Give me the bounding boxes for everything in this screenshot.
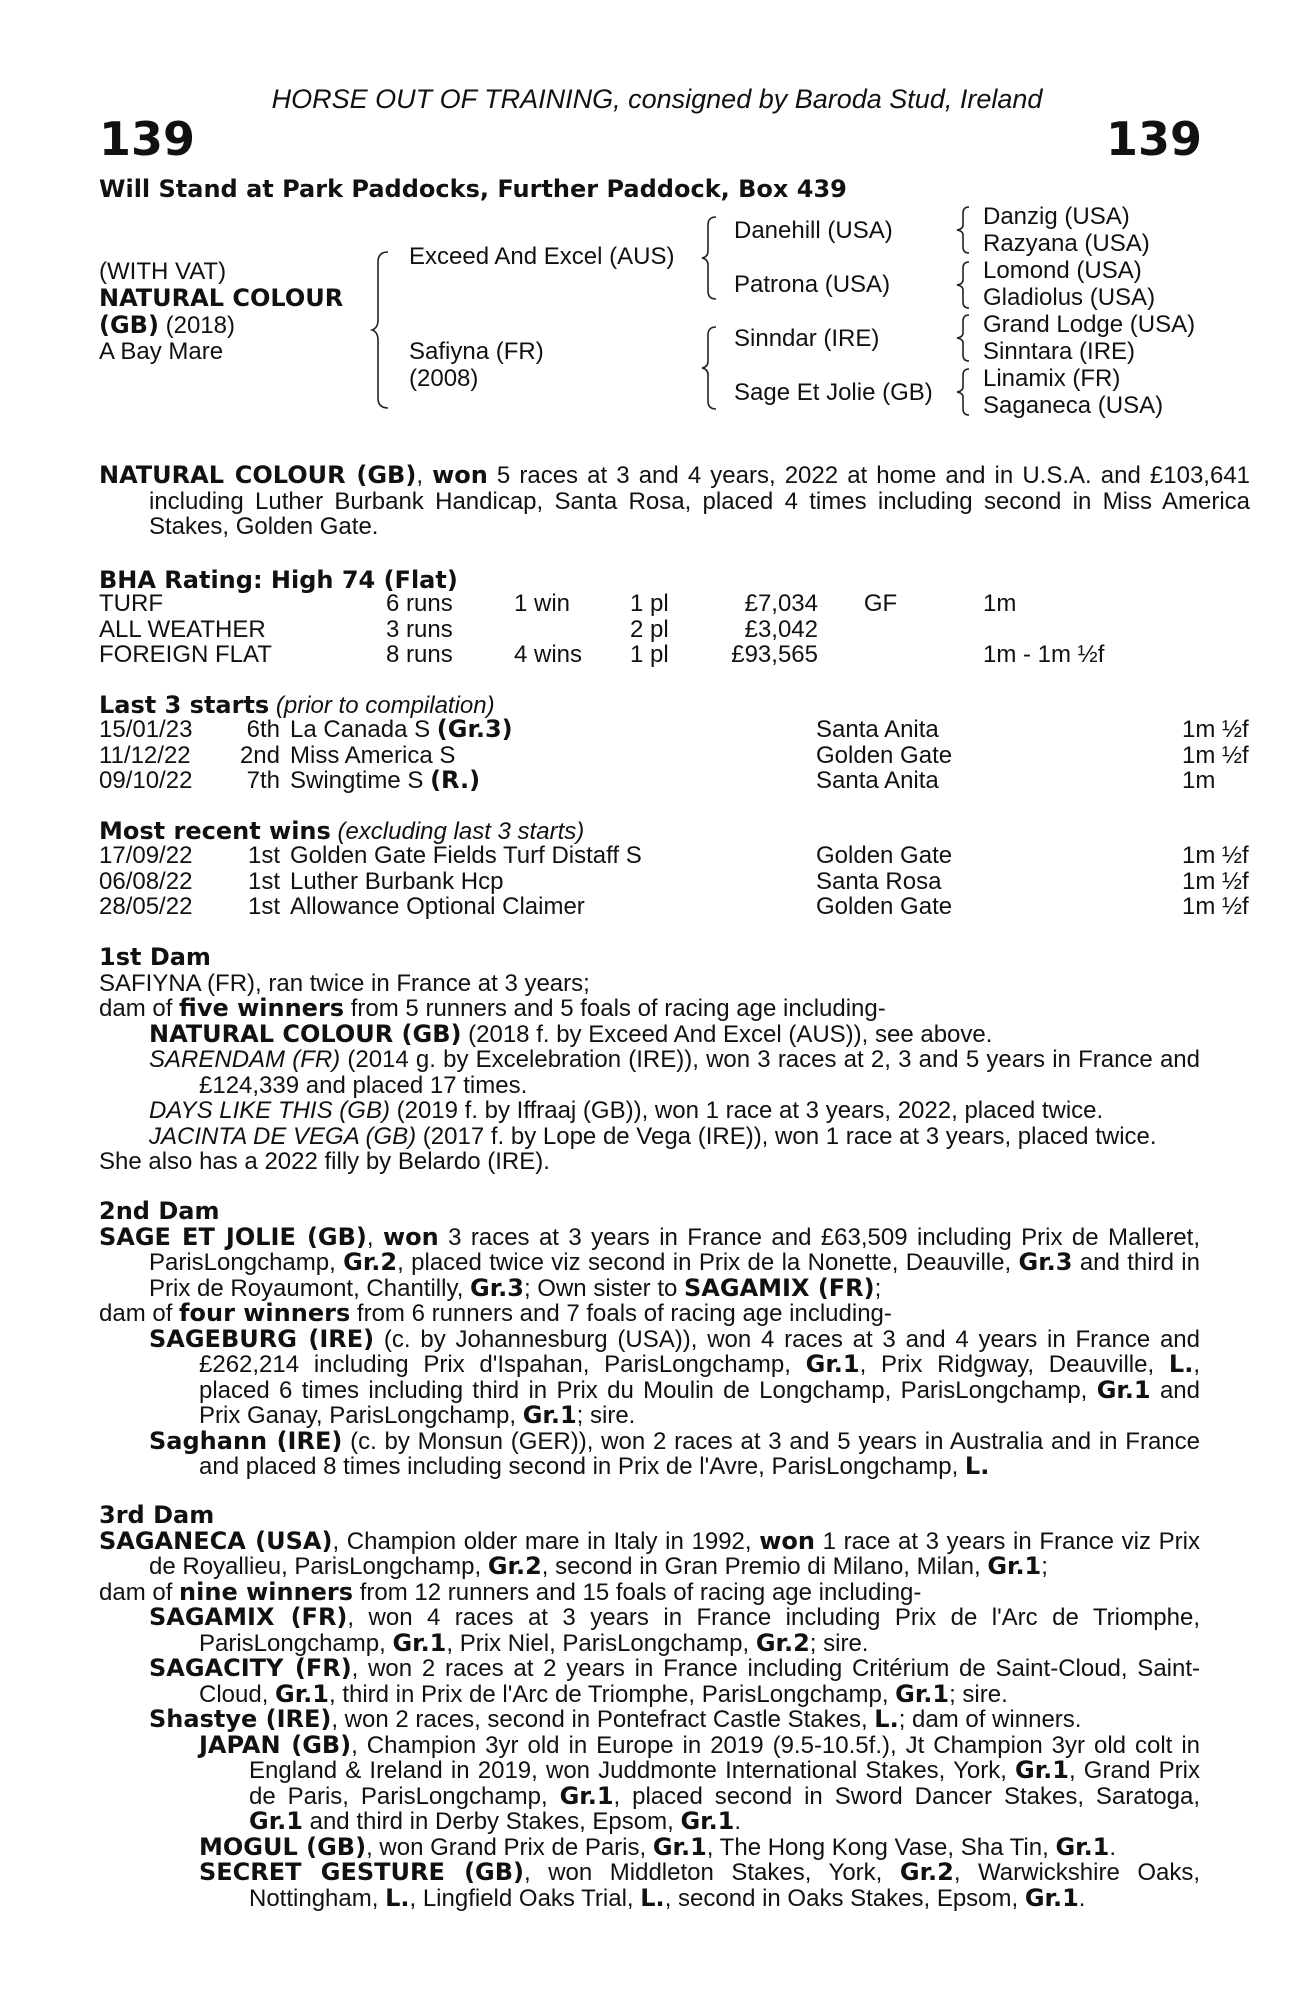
race-distance: 1m <box>1182 767 1216 794</box>
rating-cell-wins: 4 wins <box>514 641 583 668</box>
bha-rating-title: BHA Rating: High 74 (Flat) <box>99 566 458 594</box>
first-dam-damof: dam of five winners from 5 runners and 5 foals of racing age including- <box>99 994 886 1022</box>
race-date: 17/09/22 <box>99 842 193 869</box>
rating-cell-going: GF <box>863 590 898 617</box>
first-dam-title: 1st Dam <box>99 943 211 971</box>
second-dam-section <box>99 1199 1200 1480</box>
first-dam-offspring-1: NATURAL COLOUR (GB) (2018 f. by Exceed And Excel (AUS)), see above. <box>149 1019 993 1048</box>
second-dam-record: SAGE ET JOLIE (GB), won 3 races at 3 years in France and £63,509 including Prix de Malleret, ParisLongchamp, Gr.2, placed twice viz second in Prix de la Nonette, Deauville, Gr.3 and third in Prix de Royaumont, Chantilly, Gr.3; Own sister to SAGAMIX (FR); <box>99 1222 1200 1302</box>
race-name: Golden Gate Fields Turf Distaff S <box>290 842 642 869</box>
pedigree-sire-dam: Patrona (USA) <box>734 271 891 298</box>
rating-row <box>99 642 1104 668</box>
last3-row <box>99 717 1249 743</box>
last-starts-table <box>99 717 1249 794</box>
rating-cell-dist <box>943 617 1104 643</box>
pedigree-dam-year: (2008) <box>409 365 479 392</box>
rating-cell-going <box>818 642 943 668</box>
rating-cell-type: ALL WEATHER <box>99 615 266 643</box>
rating-cell-dist: 1m <box>983 590 1017 617</box>
race-position: 1st <box>247 867 280 895</box>
third-dam-grandoffspring-1: JAPAN (GB), Champion 3yr old in Europe in 2019 (9.5-10.5f.), Jt Champion 3yr old colt in England & Ireland in 2019, won Juddmonte International Stakes, York, Gr.1, Grand Prix de Paris, ParisLongchamp, Gr.1, placed second in Sword Dancer Stakes, Saratoga, Gr.1 and third in Derby Stakes, Epsom, Gr.1. <box>199 1730 1200 1835</box>
last-starts-title: Last 3 starts <box>99 691 270 719</box>
race-distance: 1m ½f <box>1182 867 1249 895</box>
pedigree-brace-dd <box>955 367 973 417</box>
third-dam-offspring-1: SAGAMIX (FR), won 4 races at 3 years in France including Prix de l'Arc de Triomphe, ParisLongchamp, Gr.1, Prix Niel, ParisLongchamp, Gr.2; sire. <box>149 1603 1200 1657</box>
race-distance: 1m ½f <box>1182 716 1249 743</box>
pedigree-sds: Lomond (USA) <box>983 257 1142 284</box>
race-course: Santa Anita <box>816 767 939 794</box>
rating-cell-going <box>818 617 943 643</box>
third-dam-title: 3rd Dam <box>99 1501 215 1529</box>
horse-description: A Bay Mare <box>99 338 224 365</box>
race-summary: NATURAL COLOUR (GB), won 5 races at 3 and 4 years, 2022 at home and in U.S.A. and £103,641 including Luther Burbank Handicap, Santa Rosa, placed 4 times including second in Miss America Stakes, Golden Gate. <box>99 461 1251 540</box>
race-name-cell <box>290 743 816 769</box>
first-dam-line: SAFIYNA (FR), ran twice in France at 3 years; <box>99 969 590 997</box>
recent-row <box>99 869 1249 895</box>
pedigree-brace-dam <box>700 325 720 411</box>
third-dam-damof: dam of nine winners from 12 runners and 15 foals of racing age including- <box>99 1577 922 1606</box>
page-header-title: HORSE OUT OF TRAINING, consigned by Baroda Stud, Ireland <box>271 84 1043 114</box>
summary-won: won <box>432 461 488 489</box>
recent-wins-title: Most recent wins <box>99 817 331 845</box>
recent-wins-note: (excluding last 3 starts) <box>330 818 585 845</box>
pedigree-ssd: Razyana (USA) <box>983 230 1150 257</box>
pedigree-dss: Grand Lodge (USA) <box>983 311 1196 338</box>
race-name: La Canada S <box>290 716 437 743</box>
pedigree-ddd: Saganeca (USA) <box>983 392 1164 419</box>
race-name: Luther Burbank Hcp <box>290 867 504 895</box>
race-name-cell <box>290 717 816 743</box>
race-position: 1st <box>247 893 280 920</box>
second-dam-damof: dam of four winners from 6 runners and 7 foals of racing age including- <box>99 1299 892 1327</box>
lot-number-left: 139 <box>99 112 196 166</box>
rating-cell-dist: 1m - 1m ½f <box>983 641 1105 668</box>
pedigree-dsd: Sinntara (IRE) <box>983 338 1136 365</box>
horse-year: (2018) <box>165 312 235 339</box>
race-date: 28/05/22 <box>99 893 193 920</box>
second-dam-offspring-2: Saghann (IRE) (c. by Monsun (GER)), won 2 races at 3 and 5 years in Australia and in France and placed 8 times including second in Prix de l'Avre, ParisLongchamp, L. <box>149 1426 1200 1480</box>
race-name: Miss America S <box>290 741 456 769</box>
rating-cell-runs: 6 runs <box>386 590 453 617</box>
race-grade: (Gr.3) <box>436 715 513 743</box>
summary-horse-name: NATURAL COLOUR (GB) <box>99 461 417 489</box>
horse-name-suffix <box>99 312 235 339</box>
third-dam-section <box>99 1503 1200 1911</box>
race-course: Golden Gate <box>816 741 953 769</box>
horse-name: NATURAL COLOUR <box>99 284 344 312</box>
rating-cell-runs: 3 runs <box>386 615 453 643</box>
second-dam-offspring-1: SAGEBURG (IRE) (c. by Johannesburg (USA)), won 4 races at 3 and 4 years in France and £262,214 including Prix d'Ispahan, ParisLongchamp, Gr.1, Prix Ridgway, Deauville, L., placed 6 times including third in Prix du Moulin de Longchamp, ParisLongchamp, Gr.1 and Prix Ganay, ParisLongchamp, Gr.1; sire. <box>149 1324 1201 1429</box>
race-name-cell <box>290 843 816 869</box>
race-distance: 1m ½f <box>1182 893 1249 920</box>
recent-row <box>99 894 1249 920</box>
race-date: 11/12/22 <box>99 741 191 769</box>
stand-location: Will Stand at Park Paddocks, Further Paddock, Box 439 <box>99 175 847 203</box>
vat-note: (WITH VAT) <box>99 258 227 285</box>
pedigree-sire-sire: Danehill (USA) <box>734 217 893 244</box>
rating-cell-type: FOREIGN FLAT <box>99 641 272 668</box>
race-name: Allowance Optional Claimer <box>290 893 585 920</box>
lot-number-right: 139 <box>1105 112 1202 166</box>
rating-cell-money: £3,042 <box>744 615 818 643</box>
race-course: Santa Anita <box>816 716 939 743</box>
pedigree-dam-dam: Sage Et Jolie (GB) <box>734 379 933 406</box>
race-position: 1st <box>247 842 280 869</box>
race-name-cell <box>290 768 816 794</box>
race-position: 2nd <box>239 741 280 769</box>
first-dam-offspring-4: JACINTA DE VEGA (GB) (2017 f. by Lope de Vega (IRE)), won 1 race at 3 years, placed twice. <box>149 1122 1157 1150</box>
race-position: 7th <box>246 767 280 794</box>
rating-cell-pl: 2 pl <box>630 615 669 643</box>
pedigree-dam-sire: Sinndar (IRE) <box>734 325 880 352</box>
race-name: Swingtime S <box>290 767 431 794</box>
summary-text: 5 races at 3 and 4 years, 2022 at home and in U.S.A. and £103,641 including Luther Burbank Handicap, Santa Rosa, placed 4 times including second in Miss America Stakes, Golden Gate. <box>149 462 1251 540</box>
recent-wins-heading <box>99 818 584 845</box>
race-record-table <box>99 591 1104 668</box>
rating-cell-money: £7,034 <box>744 590 818 617</box>
rating-row <box>99 591 1104 617</box>
first-dam-offspring-2: SARENDAM (FR) (2014 g. by Excelebration (IRE)), won 3 races at 2, 3 and 5 years in France and £124,339 and placed 17 times. <box>149 1046 1201 1099</box>
rating-cell-runs: 8 runs <box>386 641 453 668</box>
race-distance: 1m ½f <box>1182 741 1249 769</box>
pedigree-sire: Exceed And Excel (AUS) <box>409 243 675 270</box>
race-date: 06/08/22 <box>99 867 193 895</box>
last-starts-note: (prior to compilation) <box>269 692 495 719</box>
pedigree-brace-ds <box>955 313 973 363</box>
race-course: Golden Gate <box>816 893 953 920</box>
first-dam-offspring-3: DAYS LIKE THIS (GB) (2019 f. by Iffraaj (GB)), won 1 race at 3 years, 2022, placed twice. <box>149 1097 1104 1124</box>
race-name-cell <box>290 869 816 895</box>
pedigree-dds: Linamix (FR) <box>983 365 1121 392</box>
rating-cell-pl: 1 pl <box>630 641 669 668</box>
rating-cell-wins: 1 win <box>514 590 571 617</box>
rating-cell-pl: 1 pl <box>630 590 669 617</box>
third-dam-offspring-2: SAGACITY (FR), won 2 races at 2 years in France including Critérium de Saint-Cloud, Saint-Cloud, Gr.1, third in Prix de l'Arc de Triomphe, ParisLongchamp, Gr.1; sire. <box>149 1654 1201 1708</box>
race-name-cell <box>290 894 816 920</box>
race-distance: 1m ½f <box>1182 842 1249 869</box>
last3-row <box>99 743 1249 769</box>
pedigree-dam: Safiyna (FR) <box>409 338 544 365</box>
horse-country: (GB) <box>99 311 159 339</box>
third-dam-offspring-3: Shastye (IRE), won 2 races, second in Pontefract Castle Stakes, L.; dam of winners. <box>149 1705 1082 1733</box>
first-dam-also: She also has a 2022 filly by Belardo (IRE). <box>99 1148 550 1175</box>
race-date: 15/01/23 <box>99 716 193 743</box>
race-date: 09/10/22 <box>99 767 193 794</box>
third-dam-grandoffspring-2: MOGUL (GB), won Grand Prix de Paris, Gr.1, The Hong Kong Vase, Sha Tin, Gr.1. <box>199 1832 1117 1861</box>
recent-row <box>99 843 1249 869</box>
race-position: 6th <box>246 716 280 743</box>
third-dam-record: SAGANECA (USA), Champion older mare in Italy in 1992, won 1 race at 3 years in France viz Prix de Royallieu, ParisLongchamp, Gr.2, second in Gran Premio di Milano, Milan, Gr.1; <box>99 1526 1201 1580</box>
pedigree-brace-ss <box>955 205 973 255</box>
race-grade: (R.) <box>430 766 481 794</box>
pedigree-brace-sd <box>955 260 973 310</box>
race-course: Golden Gate <box>816 842 953 869</box>
rating-row <box>99 617 1104 643</box>
race-course: Santa Rosa <box>816 867 942 895</box>
rating-cell-money: £93,565 <box>731 641 818 668</box>
rating-cell-wins <box>486 617 598 643</box>
rating-cell-type: TURF <box>99 590 163 617</box>
pedigree-brace-main <box>370 250 392 410</box>
recent-wins-table <box>99 843 1249 920</box>
pedigree-brace-sire <box>700 215 720 301</box>
last-starts-heading <box>99 692 495 719</box>
pedigree-sss: Danzig (USA) <box>983 203 1130 230</box>
third-dam-grandoffspring-3: SECRET GESTURE (GB), won Middleton Stakes, York, Gr.2, Warwickshire Oaks, Nottingham, L., Lingfield Oaks Trial, L., second in Oaks Stakes, Epsom, Gr.1. <box>199 1858 1201 1912</box>
pedigree-sdd: Gladiolus (USA) <box>983 284 1156 311</box>
last3-row <box>99 768 1249 794</box>
second-dam-title: 2nd Dam <box>99 1197 220 1225</box>
first-dam-section <box>99 945 1200 1175</box>
